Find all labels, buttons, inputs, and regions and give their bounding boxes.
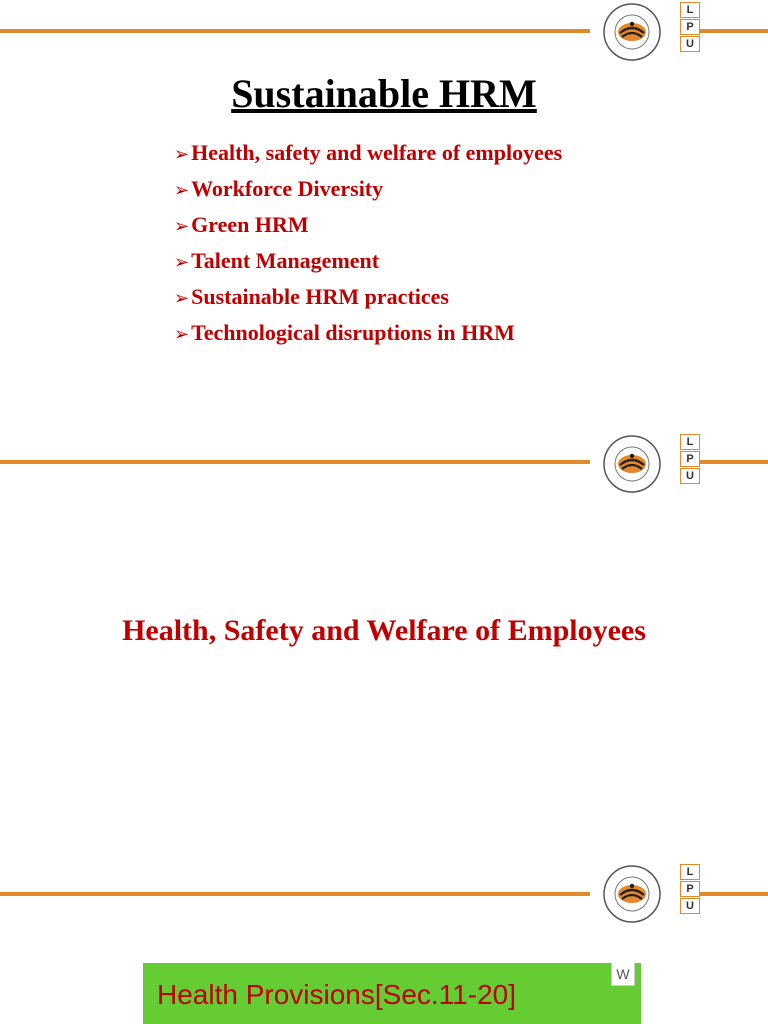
university-seal-logo bbox=[596, 2, 668, 62]
arrow-bullet-icon: ➢ bbox=[174, 288, 190, 309]
lpu-letter-u: U bbox=[680, 898, 700, 914]
list-item: ➢Workforce Diversity bbox=[174, 176, 384, 201]
arrow-bullet-icon: ➢ bbox=[174, 144, 190, 165]
lpu-letters bbox=[680, 864, 700, 915]
lpu-letter-u: U bbox=[680, 468, 700, 484]
banner-text: Health Provisions[Sec.11-20] bbox=[157, 979, 516, 1010]
list-item: ➢Sustainable HRM practices bbox=[174, 284, 449, 309]
header-rule bbox=[0, 29, 590, 33]
header-rule-right bbox=[700, 29, 768, 33]
university-seal-logo bbox=[596, 864, 668, 924]
header-rule bbox=[0, 460, 590, 464]
header-rule-right bbox=[700, 892, 768, 896]
lpu-letter-l: L bbox=[680, 434, 700, 450]
list-item: ➢Health, safety and welfare of employees bbox=[174, 140, 563, 165]
lpu-letter-l: L bbox=[680, 864, 700, 880]
lpu-letter-p: P bbox=[680, 451, 700, 467]
lpu-letter-p: P bbox=[680, 19, 700, 35]
lpu-letter-u: U bbox=[680, 36, 700, 52]
list-item: ➢Green HRM bbox=[174, 212, 309, 237]
w-badge[interactable]: W bbox=[611, 963, 635, 986]
lpu-letters bbox=[680, 434, 700, 485]
page-title: Sustainable HRM bbox=[231, 71, 537, 116]
section-title: Health, Safety and Welfare of Employees bbox=[122, 614, 646, 647]
lpu-letter-l: L bbox=[680, 2, 700, 18]
header-rule bbox=[0, 892, 590, 896]
university-seal-logo bbox=[596, 434, 668, 494]
topic-list bbox=[174, 138, 562, 354]
slide-sustainable-hrm bbox=[0, 0, 768, 420]
list-item: ➢Talent Management bbox=[174, 248, 380, 273]
arrow-bullet-icon: ➢ bbox=[174, 324, 190, 345]
health-provisions-banner bbox=[143, 963, 641, 1024]
arrow-bullet-icon: ➢ bbox=[174, 252, 190, 273]
header-rule-right bbox=[700, 460, 768, 464]
list-item: ➢Technological disruptions in HRM bbox=[174, 320, 515, 345]
arrow-bullet-icon: ➢ bbox=[174, 180, 190, 201]
slide-health-provisions bbox=[0, 860, 768, 1024]
lpu-letters bbox=[680, 2, 700, 53]
lpu-letter-p: P bbox=[680, 881, 700, 897]
slide-health-safety-welfare bbox=[0, 420, 768, 860]
arrow-bullet-icon: ➢ bbox=[174, 216, 190, 237]
